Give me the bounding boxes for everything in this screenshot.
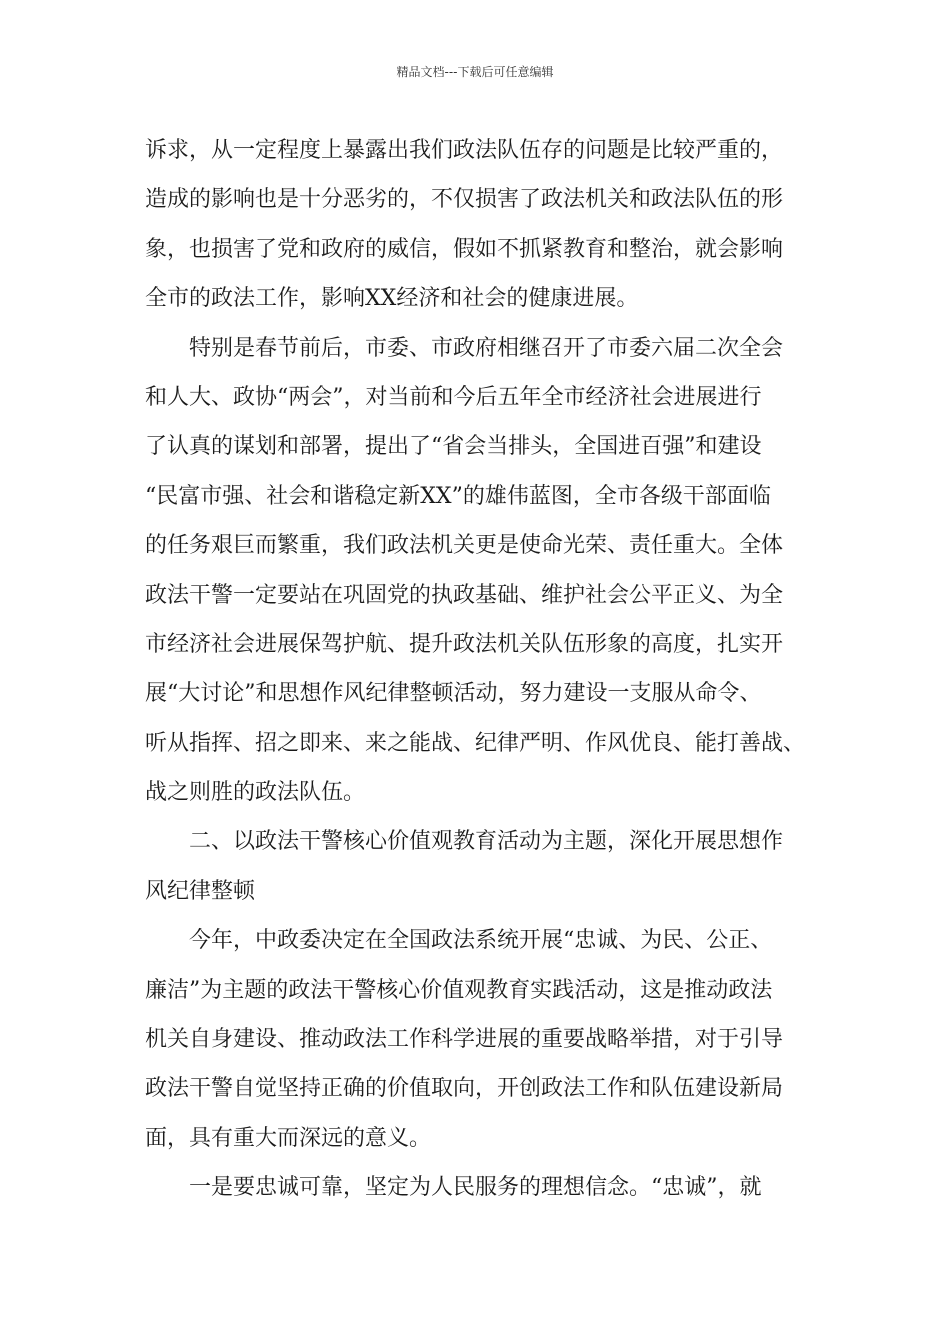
text-line: 政法干警自觉坚持正确的价值取向，开创政法工作和队伍建设新局 <box>145 1076 784 1102</box>
text-line: 市经济社会进展保驾护航、提升政法机关队伍形象的高度，扎实开 <box>145 631 784 657</box>
text-line: 听从指挥、招之即来、来之能战、纪律严明、作风优良、能打善战、 <box>145 730 806 756</box>
text-line: 战之则胜的政法队伍。 <box>145 780 366 806</box>
text-line: 廉洁”为主题的政法干警核心价值观教育实践活动，这是推动政法 <box>145 977 773 1003</box>
text-line: 二、以政法干警核心价值观教育活动为主题，深化开展思想作 <box>189 829 784 855</box>
text-line: 特别是春节前后，市委、市政府相继召开了市委六届二次全会 <box>189 335 784 361</box>
text-line: 机关自身建设、推动政法工作科学进展的重要战略举措，对于引导 <box>145 1027 784 1053</box>
text-line: 风纪律整顿 <box>145 878 256 904</box>
text-line: “民富市强、社会和谐稳定新XX”的雄伟蓝图，全市各级干部面临 <box>145 483 771 509</box>
paragraph <box>145 916 825 1163</box>
text-line: 诉求，从一定程度上暴露出我们政法队伍存的问题是比较严重的， <box>145 138 784 163</box>
text-line: 的任务艰巨而繁重，我们政法机关更是使命光荣、责任重大。全体 <box>145 533 784 559</box>
text-line: 今年，中政委决定在全国政法系统开展“忠诚、为民、公正、 <box>189 928 773 954</box>
text-line: 全市的政法工作，影响XX经济和社会的健康进展。 <box>145 286 639 312</box>
paragraph <box>145 1163 825 1212</box>
page-header: 精品文档---下载后可任意编辑 <box>396 65 554 79</box>
paragraph <box>145 817 825 916</box>
paragraph <box>145 126 825 324</box>
document-body <box>145 126 825 1213</box>
text-line: 政法干警一定要站在巩固党的执政基础、维护社会公平正义、为全 <box>145 582 784 608</box>
text-line: 和人大、政协“两会”，对当前和今后五年全市经济社会进展进行 <box>145 384 762 410</box>
text-line: 一是要忠诚可靠，坚定为人民服务的理想信念。“忠诚”，就 <box>189 1175 762 1201</box>
text-line: 了认真的谋划和部署，提出了“省会当排头，全国进百强”和建设 <box>145 434 762 460</box>
text-line: 面，具有重大而深远的意义。 <box>145 1125 432 1151</box>
text-line: 造成的影响也是十分恶劣的，不仅损害了政法机关和政法队伍的形 <box>145 187 784 213</box>
text-line: 象，也损害了党和政府的威信，假如不抓紧教育和整治，就会影响 <box>145 236 784 262</box>
paragraph <box>145 324 825 818</box>
text-line: 展“大讨论”和思想作风纪律整顿活动，努力建设一支服从命令、 <box>145 681 762 707</box>
